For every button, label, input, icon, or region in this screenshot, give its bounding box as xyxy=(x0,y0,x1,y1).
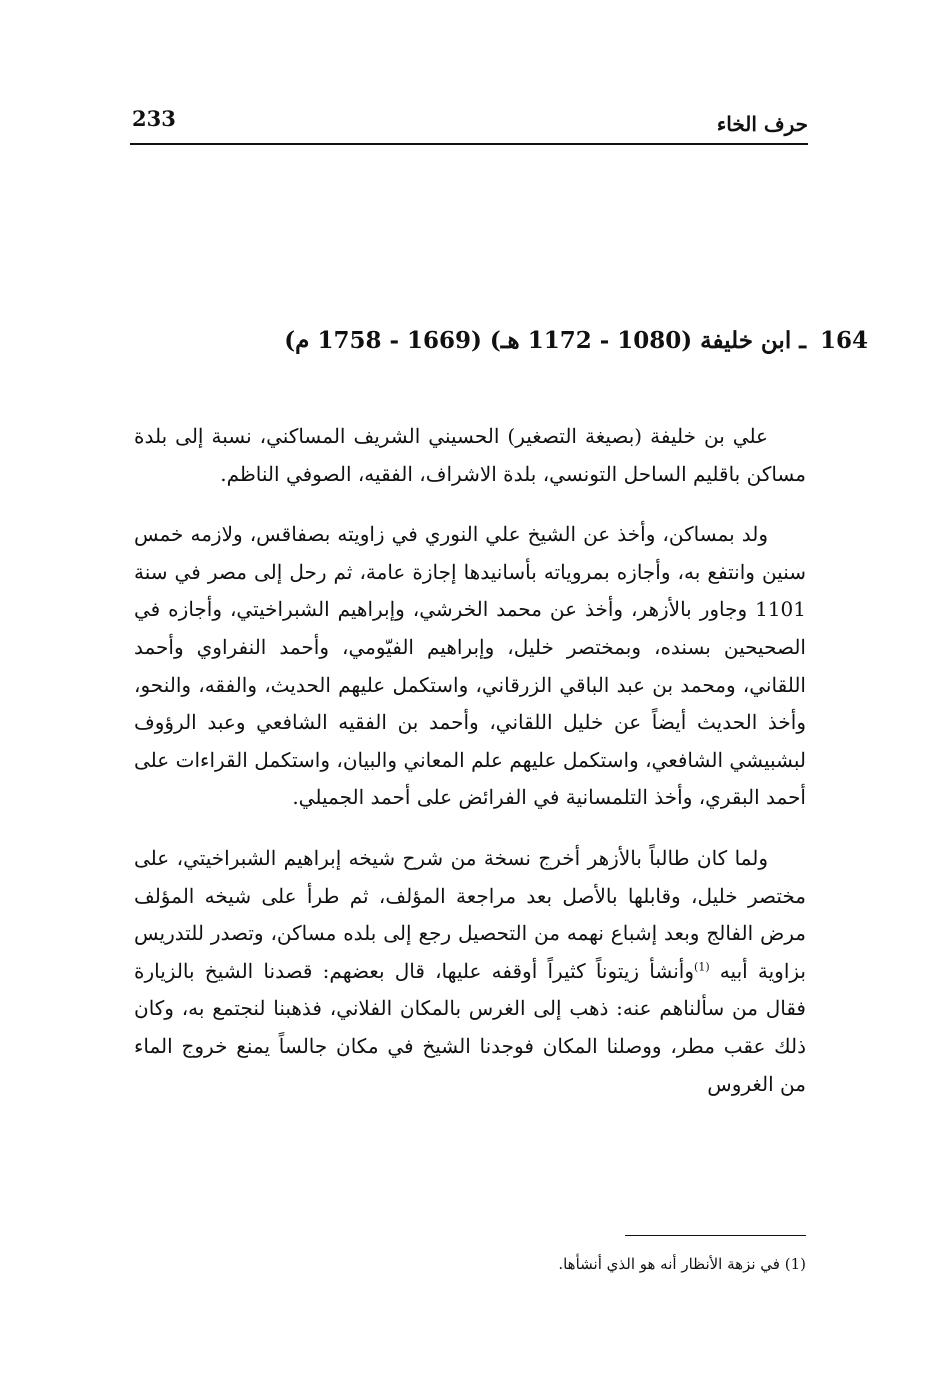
header-title: حرف الخاء xyxy=(716,112,808,136)
header-rule xyxy=(130,143,808,145)
paragraph-3-part-1: ولما كان طالباً بالأزهر أخرج نسخة من شرح شيخه إبراهيم الشبراخيتي، على مختصر خليل، وقابلها بالأصل بعد مراجعة المؤلف، ثم طرأ على شيخه المؤلف مرض الفالج وبعد إشباع نهمه من التحصيل رجع إلى بلده مساكن، وتصدر للتدريس بزاوية أبيه xyxy=(134,845,806,983)
paragraph-1: علي بن خليفة (بصيغة التصغير) الحسيني الشريف المساكني، نسبة إلى بلدة مساكن باقليم الساحل التونسي، بلدة الاشراف، الفقيه، الصوفي الناظم. xyxy=(134,424,806,486)
entry-heading xyxy=(250,327,868,354)
footnote-reference: (1) xyxy=(694,960,710,974)
running-header xyxy=(130,104,808,144)
entry-title: ـ ابن خليفة (1080 - 1172 هـ) (1669 - 1758 م) xyxy=(284,327,806,354)
entry-number: 164 xyxy=(819,327,868,354)
paragraph-3-part-2: وأنشأ زيتوناً كثيراً أوقفه عليها، قال بعضهم: قصدنا الشيخ بالزيارة فقال من سألناهم عنه: ذهب إلى الغرس بالمكان الفلاني، فذهبنا لنجتمع به، وكان ذلك عقب مطر، ووصلنا المكان فوجدنا الشيخ في مكان جالساً يمنع خروج الماء من الغروس xyxy=(134,958,806,1096)
footnote-rule xyxy=(625,1235,806,1236)
footnote: (1) في نزهة الأنظار أنه هو الذي أنشأها. xyxy=(558,1255,806,1273)
body-text xyxy=(134,418,806,1126)
paragraph-3 xyxy=(134,840,806,1103)
paragraph-2: ولد بمساكن، وأخذ عن الشيخ علي النوري في زاويته بصفاقس، ولازمه خمس سنين وانتفع به، وأجازه بمروياته بأسانيدها إجازة عامة، ثم رحل إلى مصر في سنة 1101 وجاور بالأزهر، وأخذ عن محمد الخرشي، وإبراهيم الشبراخيتي، وأجازه في الصحيحين بسنده، وبمختصر خليل، وإبراهيم الفيّومي، وأحمد النفراوي وأحمد اللقاني، ومحمد بن عبد الباقي الزرقاني، واستكمل عليهم الحديث، والفقه، والنحو، وأخذ الحديث أيضاً عن خليل اللقاني، وأحمد بن الفقيه الشافعي وعبد الرؤوف لبشبيشي الشافعي، واستكمل عليهم علم المعاني والبيان، واستكمل القراءات على أحمد البقري، وأخذ التلمسانية في الفرائض على أحمد الجميلي. xyxy=(134,522,806,810)
page-number: 233 xyxy=(132,106,176,131)
